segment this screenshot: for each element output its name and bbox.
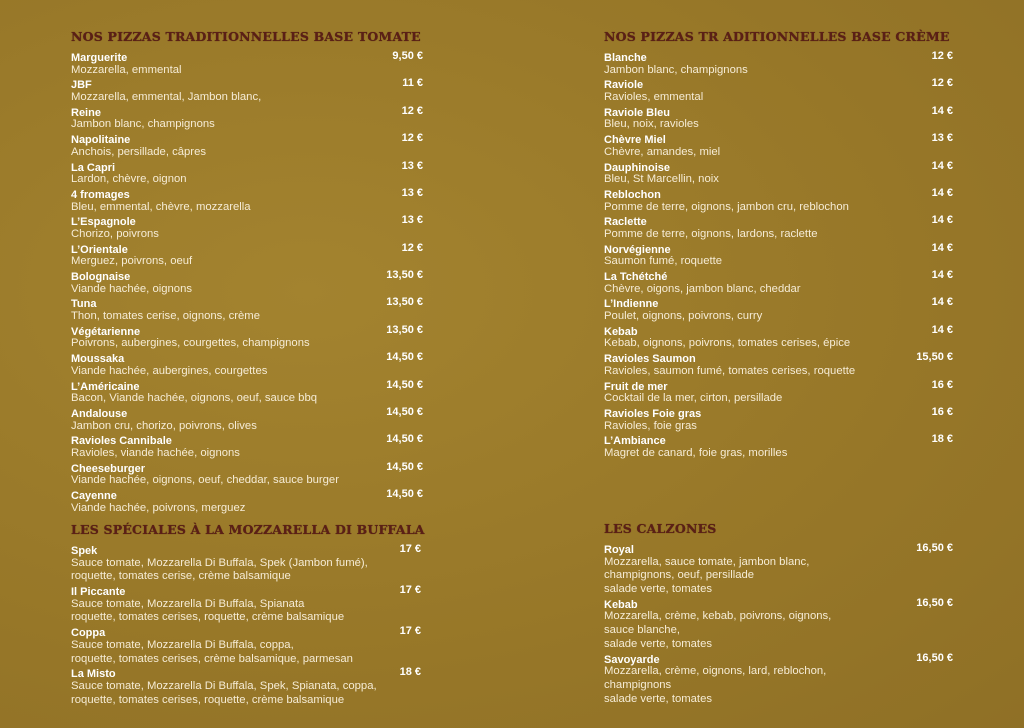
menu-item-price: 13 €	[401, 186, 423, 199]
menu-item-name: L’Ambiance	[604, 435, 666, 448]
menu-item-description: Sauce tomate, Mozzarella Di Buffala, Spianata	[71, 597, 305, 610]
menu-item-header	[604, 379, 953, 393]
menu-item-name: Reine	[71, 106, 101, 119]
menu-item-description: salade verte, tomates	[604, 637, 713, 650]
menu-item-price: 14 €	[931, 296, 953, 309]
menu-item-name: Raclette	[604, 216, 647, 229]
menu-item-header	[71, 461, 423, 475]
menu-item-name: Reblochon	[604, 188, 661, 201]
menu-item-name: Raviole Bleu	[604, 106, 671, 119]
menu-item-description: Bleu, emmental, chèvre, mozzarella	[71, 200, 251, 213]
menu-item-header	[71, 269, 423, 283]
menu-item-description: roquette, tomates cerise, crème balsamique	[71, 570, 291, 583]
section-title: NOS PIZZAS TRADITIONNELLES BASE TOMATE	[71, 29, 421, 44]
menu-item	[71, 324, 423, 351]
menu-item-header	[71, 187, 423, 201]
menu-item-name: La Misto	[71, 668, 116, 681]
menu-item-description: Chèvre, amandes, miel	[604, 145, 721, 158]
menu-item	[71, 105, 423, 132]
menu-item	[71, 242, 423, 269]
menu-item-description: salade verte, tomates	[604, 583, 713, 596]
menu-item-name: 4 fromages	[71, 188, 130, 201]
menu-item-description: roquette, tomates cerises, roquette, crème balsamique	[71, 611, 345, 624]
menu-item-name: Savoyarde	[604, 653, 660, 666]
menu-item-price: 17 €	[399, 584, 421, 597]
menu-item	[604, 77, 953, 104]
menu-item-price: 14 €	[931, 269, 953, 281]
menu-item-price: 16 €	[931, 405, 953, 418]
menu-item-name: L’Indienne	[604, 298, 659, 311]
menu-item-price: 16,50 €	[916, 542, 953, 554]
menu-item-description: Pomme de terre, oignons, lardons, raclette	[604, 227, 818, 240]
menu-item-name: Ravioles Saumon	[604, 353, 696, 366]
menu-item-name: Cheeseburger	[71, 462, 145, 475]
menu-item-description: Chèvre, oigons, jambon blanc, cheddar	[604, 282, 801, 295]
menu-item-name: Kebab	[604, 598, 638, 611]
menu-item-header	[604, 105, 953, 119]
menu-item-description: Bacon, Viande hachée, oignons, oeuf, sauce bbq	[71, 392, 318, 405]
menu-item-price: 14 €	[931, 241, 953, 254]
menu-item-header	[71, 351, 423, 365]
menu-item-name: Végétarienne	[71, 325, 141, 338]
menu-item-name: La Capri	[71, 161, 116, 174]
menu-item-description: Mozzarella, emmental, Jambon blanc,	[71, 91, 262, 104]
menu-item-name: Ravioles Cannibale	[71, 435, 172, 448]
menu-item	[71, 269, 423, 296]
menu-item-header	[71, 625, 421, 639]
menu-item-name: Tuna	[71, 298, 97, 311]
menu-item	[71, 461, 423, 488]
menu-item-price: 14 €	[931, 186, 953, 199]
menu-item-price: 12 €	[401, 104, 423, 117]
menu-item-price: 14 €	[931, 323, 953, 336]
menu-item-name: Spek	[71, 545, 98, 557]
menu-item	[604, 187, 953, 214]
menu-item-name: Blanche	[604, 52, 647, 64]
menu-item-description: Ravioles, viande hachée, oignons	[71, 446, 240, 459]
menu-item	[71, 379, 423, 406]
menu-item	[604, 406, 953, 433]
menu-item	[71, 584, 421, 625]
menu-item	[604, 433, 953, 460]
menu-item-description: Viande hachée, poivrons, merguez	[71, 501, 246, 514]
menu-item-header	[604, 50, 953, 64]
menu-item-price: 15,50 €	[916, 351, 953, 364]
menu-item	[71, 666, 421, 707]
menu-item-name: Napolitaine	[71, 134, 131, 147]
menu-item-description: Sauce tomate, Mozzarella Di Buffala, coppa,	[71, 638, 294, 651]
menu-item-price: 14,50 €	[386, 405, 423, 418]
menu-item-header	[71, 296, 423, 310]
menu-item	[604, 242, 953, 269]
menu-item-price: 13 €	[401, 159, 423, 172]
menu-item-name: Coppa	[71, 627, 106, 640]
menu-item-price: 12 €	[931, 77, 953, 90]
menu-item-price: 9,50 €	[392, 50, 423, 62]
menu-item	[604, 542, 953, 597]
menu-item-name: L’Orientale	[71, 243, 128, 256]
menu-item	[604, 296, 953, 323]
menu-item-description: Cocktail de la mer, cirton, persillade	[604, 392, 783, 405]
menu-item-price: 13,50 €	[386, 296, 423, 309]
menu-item-description: Mozzarella, crème, oignons, lard, reblochon,	[604, 665, 827, 678]
menu-item-name: La Tchétché	[604, 271, 668, 283]
menu-item-header	[71, 214, 423, 228]
menu-item-header	[604, 542, 953, 556]
menu-item-header	[71, 324, 423, 338]
menu-item-description: Sauce tomate, Mozzarella Di Buffala, Spek (Jambon fumé),	[71, 556, 368, 569]
menu-item-name: Bolognaise	[71, 271, 131, 283]
menu-item-price: 12 €	[931, 50, 953, 62]
menu-item-description: roquette, tomates cerises, roquette, crème balsamique	[71, 693, 345, 706]
menu-item-price: 14 €	[931, 104, 953, 117]
menu-item-header	[71, 433, 423, 447]
menu-item-name: Kebab	[604, 325, 638, 338]
menu-item-price: 14,50 €	[386, 433, 423, 446]
menu-item-header	[604, 214, 953, 228]
menu-item-header	[604, 351, 953, 365]
menu-item	[604, 379, 953, 406]
menu-item-description: Viande hachée, oignons, oeuf, cheddar, sauce burger	[71, 474, 339, 487]
menu-item	[71, 433, 423, 460]
menu-item-description: Sauce tomate, Mozzarella Di Buffala, Spek, Spianata, coppa,	[71, 679, 377, 692]
menu-item-price: 14,50 €	[386, 460, 423, 473]
menu-item	[71, 625, 421, 666]
menu-item-header	[71, 666, 421, 680]
menu-item-header	[604, 77, 953, 91]
menu-item-header	[71, 406, 423, 420]
menu-section-calzones	[604, 521, 953, 706]
menu-item	[71, 296, 423, 323]
menu-item-name: Cayenne	[71, 490, 117, 502]
menu-item-description: champignons	[604, 678, 672, 691]
menu-item-header	[604, 269, 953, 283]
menu-item	[604, 324, 953, 351]
menu-item-header	[71, 543, 421, 557]
menu-item-description: Poivrons, aubergines, courgettes, champignons	[71, 337, 310, 350]
menu-section-tomate	[71, 29, 423, 515]
menu-item-name: Dauphinoise	[604, 161, 671, 174]
menu-item-header	[71, 242, 423, 256]
menu-item-description: Jambon blanc, champignons	[71, 118, 215, 131]
menu-item-description: Ravioles, saumon fumé, tomates cerises, roquette	[604, 364, 856, 377]
menu-item-price: 17 €	[399, 625, 421, 638]
menu-item-description: champignons, oeuf, persillade	[604, 569, 755, 582]
menu-item-description: Jambon cru, chorizo, poivrons, olives	[71, 419, 257, 432]
menu-item-price: 18 €	[931, 433, 953, 446]
menu-item-header	[71, 160, 423, 174]
menu-item-description: Kebab, oignons, poivrons, tomates cerises, épice	[604, 337, 851, 350]
section-title: LES CALZONES	[604, 521, 717, 536]
menu-item-header	[604, 406, 953, 420]
menu-item	[71, 187, 423, 214]
menu-item-description: Poulet, oignons, poivrons, curry	[604, 310, 763, 323]
menu-section-creme	[604, 29, 953, 461]
menu-item-header	[71, 50, 423, 64]
menu-item	[71, 406, 423, 433]
menu-item-description: Pomme de terre, oignons, jambon cru, reblochon	[604, 200, 849, 213]
menu-item-description: salade verte, tomates	[604, 692, 713, 705]
menu-item-description: Viande hachée, oignons	[71, 282, 193, 295]
menu-item-name: Chèvre Miel	[604, 134, 666, 147]
menu-item-price: 16,50 €	[916, 651, 953, 664]
menu-item	[604, 105, 953, 132]
section-title: NOS PIZZAS TR ADITIONNELLES BASE CRÈME	[604, 29, 950, 44]
section-title: LES SPÉCIALES À LA MOZZARELLA DI BUFFALA	[71, 522, 425, 537]
menu-item	[71, 160, 423, 187]
menu-item-header	[604, 132, 953, 146]
menu-item-name: Raviole	[604, 79, 644, 92]
menu-item-price: 17 €	[399, 543, 421, 555]
menu-item-header	[71, 584, 421, 598]
menu-item	[604, 214, 953, 241]
menu-item-price: 14,50 €	[386, 351, 423, 364]
menu-item-header	[71, 132, 423, 146]
menu-item-description: Viande hachée, aubergines, courgettes	[71, 364, 268, 377]
menu-item-description: roquette, tomates cerises, crème balsamique, parmesan	[71, 652, 353, 665]
menu-item-name: Fruit de mer	[604, 380, 668, 393]
menu-item	[604, 597, 953, 652]
menu-item-name: Il Piccante	[71, 586, 126, 599]
menu-item-price: 12 €	[401, 132, 423, 145]
menu-item-description: Mozzarella, emmental	[71, 63, 182, 76]
menu-item-description: Ravioles, foie gras	[604, 419, 697, 432]
menu-item-price: 12 €	[401, 241, 423, 254]
menu-item-header	[604, 296, 953, 310]
menu-item-price: 13,50 €	[386, 269, 423, 281]
menu-item	[604, 132, 953, 159]
menu-item-description: Bleu, St Marcellin, noix	[604, 173, 719, 186]
menu-item-description: sauce blanche,	[604, 624, 680, 637]
menu-item-header	[604, 160, 953, 174]
menu-item-description: Ravioles, emmental	[604, 91, 704, 104]
menu-item-description: Mozzarella, crème, kebab, poivrons, oignons,	[604, 610, 832, 623]
menu-item	[71, 50, 423, 77]
menu-item	[604, 351, 953, 378]
menu-item-name: Ravioles Foie gras	[604, 407, 702, 420]
menu-item	[71, 351, 423, 378]
menu-item-price: 18 €	[399, 666, 421, 679]
menu-item-price: 11 €	[402, 77, 423, 90]
menu-item-description: Thon, tomates cerise, oignons, crème	[71, 310, 260, 323]
menu-item-price: 14,50 €	[386, 488, 423, 500]
menu-item-description: Saumon fumé, roquette	[604, 255, 723, 268]
menu-item-description: Bleu, noix, ravioles	[604, 118, 699, 131]
menu-item-description: Lardon, chèvre, oignon	[71, 173, 187, 186]
menu-item	[604, 269, 953, 296]
menu-item-price: 16,50 €	[916, 596, 953, 609]
menu-item-header	[604, 433, 953, 447]
menu-item-header	[604, 242, 953, 256]
menu-item-price: 14 €	[931, 214, 953, 227]
menu-item-name: L’Américaine	[71, 380, 140, 393]
menu-item-name: Moussaka	[71, 353, 125, 366]
menu-item	[604, 652, 953, 707]
menu-item-price: 14,50 €	[386, 378, 423, 391]
menu-item	[604, 50, 953, 77]
menu-item-header	[604, 187, 953, 201]
menu-item-header	[71, 105, 423, 119]
menu-item-price: 13,50 €	[386, 323, 423, 336]
menu-item	[71, 214, 423, 241]
menu-section-buffala	[71, 522, 425, 707]
menu-item-header	[71, 488, 423, 502]
menu-item	[604, 160, 953, 187]
menu-item	[71, 77, 423, 104]
menu-item-price: 13 €	[931, 132, 953, 145]
menu-item-price: 14 €	[931, 159, 953, 172]
menu-item-description: Magret de canard, foie gras, morilles	[604, 446, 788, 459]
menu-item-price: 16 €	[931, 378, 953, 391]
menu-item-description: Jambon blanc, champignons	[604, 63, 748, 76]
menu-item	[71, 488, 423, 515]
menu-item-name: Marguerite	[71, 52, 128, 64]
menu-item-name: L’Espagnole	[71, 216, 136, 229]
menu-item-header	[604, 652, 953, 666]
menu-item	[71, 543, 421, 584]
menu-item-description: Chorizo, poivrons	[71, 227, 159, 240]
menu-item-description: Mozzarella, sauce tomate, jambon blanc,	[604, 555, 810, 568]
menu-item-header	[71, 379, 423, 393]
menu-item-name: JBF	[71, 79, 92, 92]
menu-item-name: Norvégienne	[604, 243, 671, 256]
menu-item-name: Royal	[604, 544, 634, 556]
menu-item	[71, 132, 423, 159]
menu-item-description: Anchois, persillade, câpres	[71, 145, 207, 158]
menu-item-name: Andalouse	[71, 407, 128, 420]
menu-item-description: Merguez, poivrons, oeuf	[71, 255, 193, 268]
menu-item-price: 13 €	[401, 214, 423, 227]
menu-item-header	[604, 597, 953, 611]
menu-item-header	[71, 77, 423, 91]
menu-item-header	[604, 324, 953, 338]
